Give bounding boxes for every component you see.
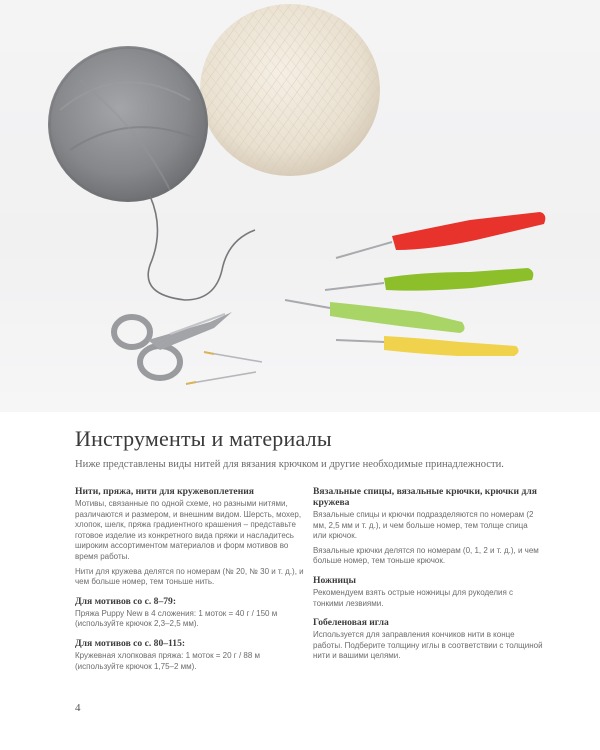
section-heading: Для мотивов со с. 8–79:: [75, 595, 177, 607]
crochet-hook-red: [336, 212, 545, 258]
page-title: Инструменты и материалы: [75, 426, 332, 451]
section-paragraph: Мотивы, связанные по одной схеме, но разными нитями, различаются и размером, и внешним видом. Шерсть, мохер, хлопок, шелк, пряжа градиентного крашения – представьте готовое изделие из конкретного вида пряжи и насладитесь широким ассортиментом материалов и форм мотивов во время работы.: [75, 499, 302, 561]
section-heading: Ножницы: [313, 574, 357, 586]
page-subtitle: Ниже представлены виды нитей для вязания крючком и другие необходимые принадлежности.: [75, 459, 504, 470]
section-paragraph: Кружевная хлопковая пряжа: 1 моток = 20 г / 88 м (используйте крючок 1,75–2 мм).: [75, 650, 261, 671]
scissors: [114, 312, 232, 378]
crochet-hook-light-green: [285, 300, 465, 333]
left-column: [75, 486, 305, 672]
section-paragraph: Нити для кружева делятся по номерам (№ 20, № 30 и т. д.), и чем больше номер, тем тоньше нить.: [75, 566, 304, 587]
section-threads: [75, 486, 305, 588]
section-scissors: [313, 575, 543, 609]
crochet-hook-green: [325, 268, 533, 291]
section-tapestry-needle: [313, 617, 543, 662]
right-column: [313, 486, 543, 662]
section-paragraph: Используется для заправления кончиков нити в конце работы. Подберите толщину иглы в соответствии с толщиной нити и вашими целями.: [313, 630, 543, 661]
tapestry-needles: [186, 352, 262, 384]
section-paragraph: Вязальные крючки делятся по номерам (0, 1, 2 и т. д.), и чем больше номер, тем тоньше крючок.: [313, 545, 539, 566]
section-heading: Гобеленовая игла: [313, 617, 389, 629]
section-motifs-80-115: [75, 638, 305, 672]
section-paragraph: Рекомендуем взять острые ножницы для рукоделия с тонкими лезвиями.: [313, 587, 514, 608]
section-paragraph: Вязальные спицы и крючки подразделяются по номерам (2 мм, 2,5 мм и т. д.), и чем больше номер, тем толще спица или крючок.: [313, 510, 534, 541]
section-heading: Нити, пряжа, нити для кружевоплетения: [75, 486, 254, 497]
cream-thread-ball: [200, 4, 380, 176]
section-paragraph: Пряжа Puppy New в 4 сложения: 1 моток = 40 г / 150 м (используйте крючок 2,3–2,5 мм).: [75, 608, 278, 629]
section-heading: Для мотивов со с. 80–115:: [75, 637, 186, 649]
crochet-hook-yellow: [336, 336, 519, 356]
page-number: 4: [75, 702, 81, 714]
section-heading: Вязальные спицы, вязальные крючки, крючки для кружева: [313, 486, 537, 508]
section-needles-hooks: [313, 486, 543, 567]
section-motifs-8-79: [75, 596, 305, 630]
